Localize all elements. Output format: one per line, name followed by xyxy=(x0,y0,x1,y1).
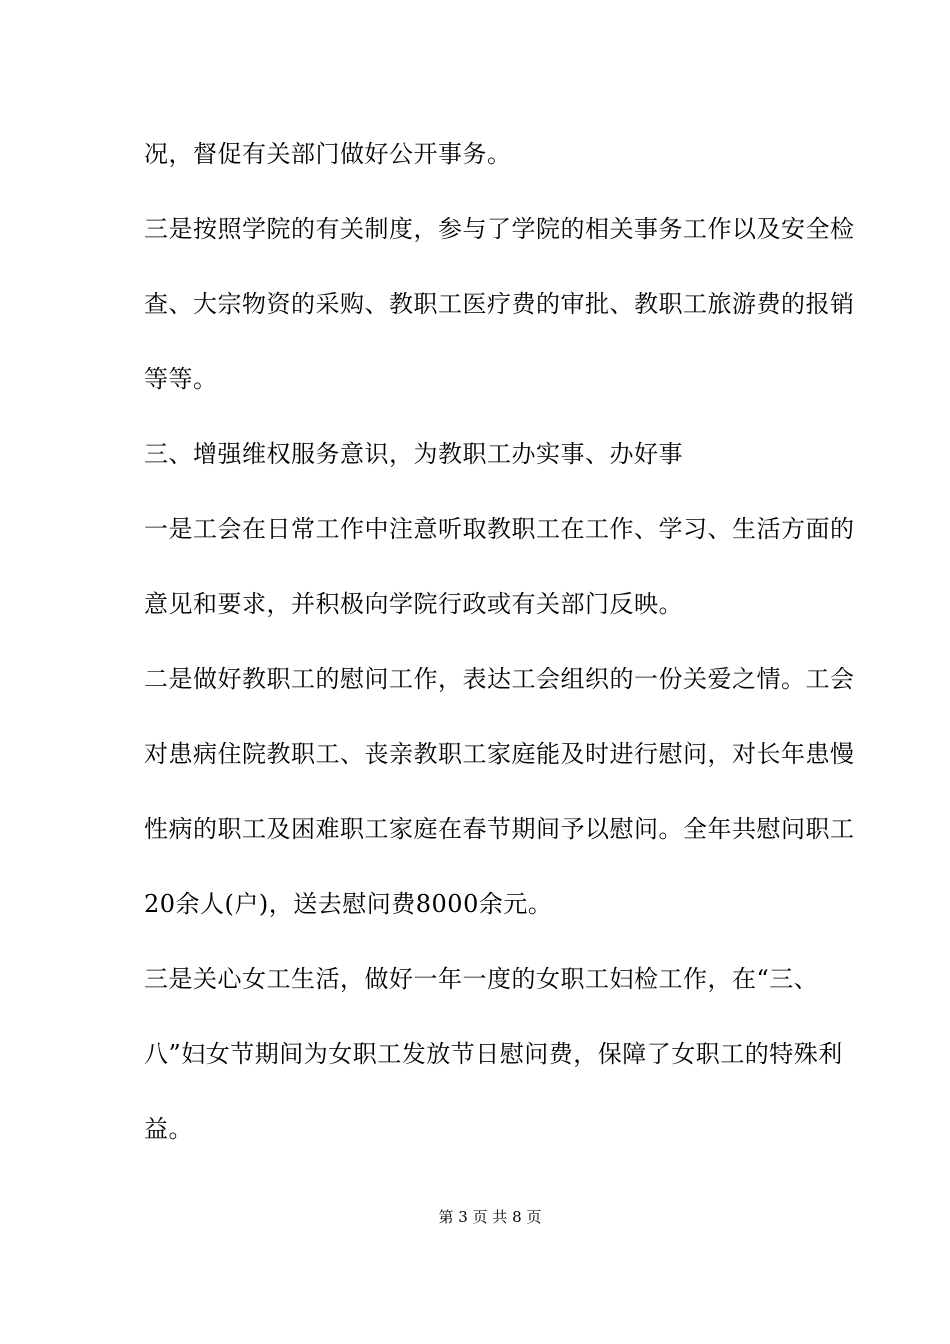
text-line: 三是关心女工生活，做好一年一度的女职工妇检工作，在“三、 xyxy=(144,965,819,993)
text-line: 对患病住院教职工、丧亲教职工家庭能及时进行慰问，对长年患慢 xyxy=(144,740,855,768)
text-line: 查、大宗物资的采购、教职工医疗费的审批、教职工旅游费的报销 xyxy=(144,290,855,318)
text-line: 八”妇女节期间为女职工发放节日慰问费，保障了女职工的特殊利 xyxy=(144,1040,843,1068)
text-line: 一是工会在日常工作中注意听取教职工在工作、学习、生活方面的 xyxy=(144,515,855,543)
text-line: 性病的职工及困难职工家庭在春节期间予以慰问。全年共慰问职工 xyxy=(144,815,855,843)
text-line: 等等。 xyxy=(144,365,218,393)
section-heading: 三、增强维权服务意识，为教职工办实事、办好事 xyxy=(144,440,683,468)
page-number-footer: 第 3 页 共 8 页 xyxy=(438,1208,542,1226)
text-line: 二是做好教职工的慰问工作，表达工会组织的一份关爱之情。工会 xyxy=(144,665,855,693)
text-line: 三是按照学院的有关制度，参与了学院的相关事务工作以及安全检 xyxy=(144,215,855,243)
text-line: 况，督促有关部门做好公开事务。 xyxy=(144,140,512,168)
text-line: 20余人(户)，送去慰问费8000余元。 xyxy=(144,890,553,918)
text-line: 意见和要求，并积极向学院行政或有关部门反映。 xyxy=(144,590,683,618)
text-line: 益。 xyxy=(144,1115,193,1143)
